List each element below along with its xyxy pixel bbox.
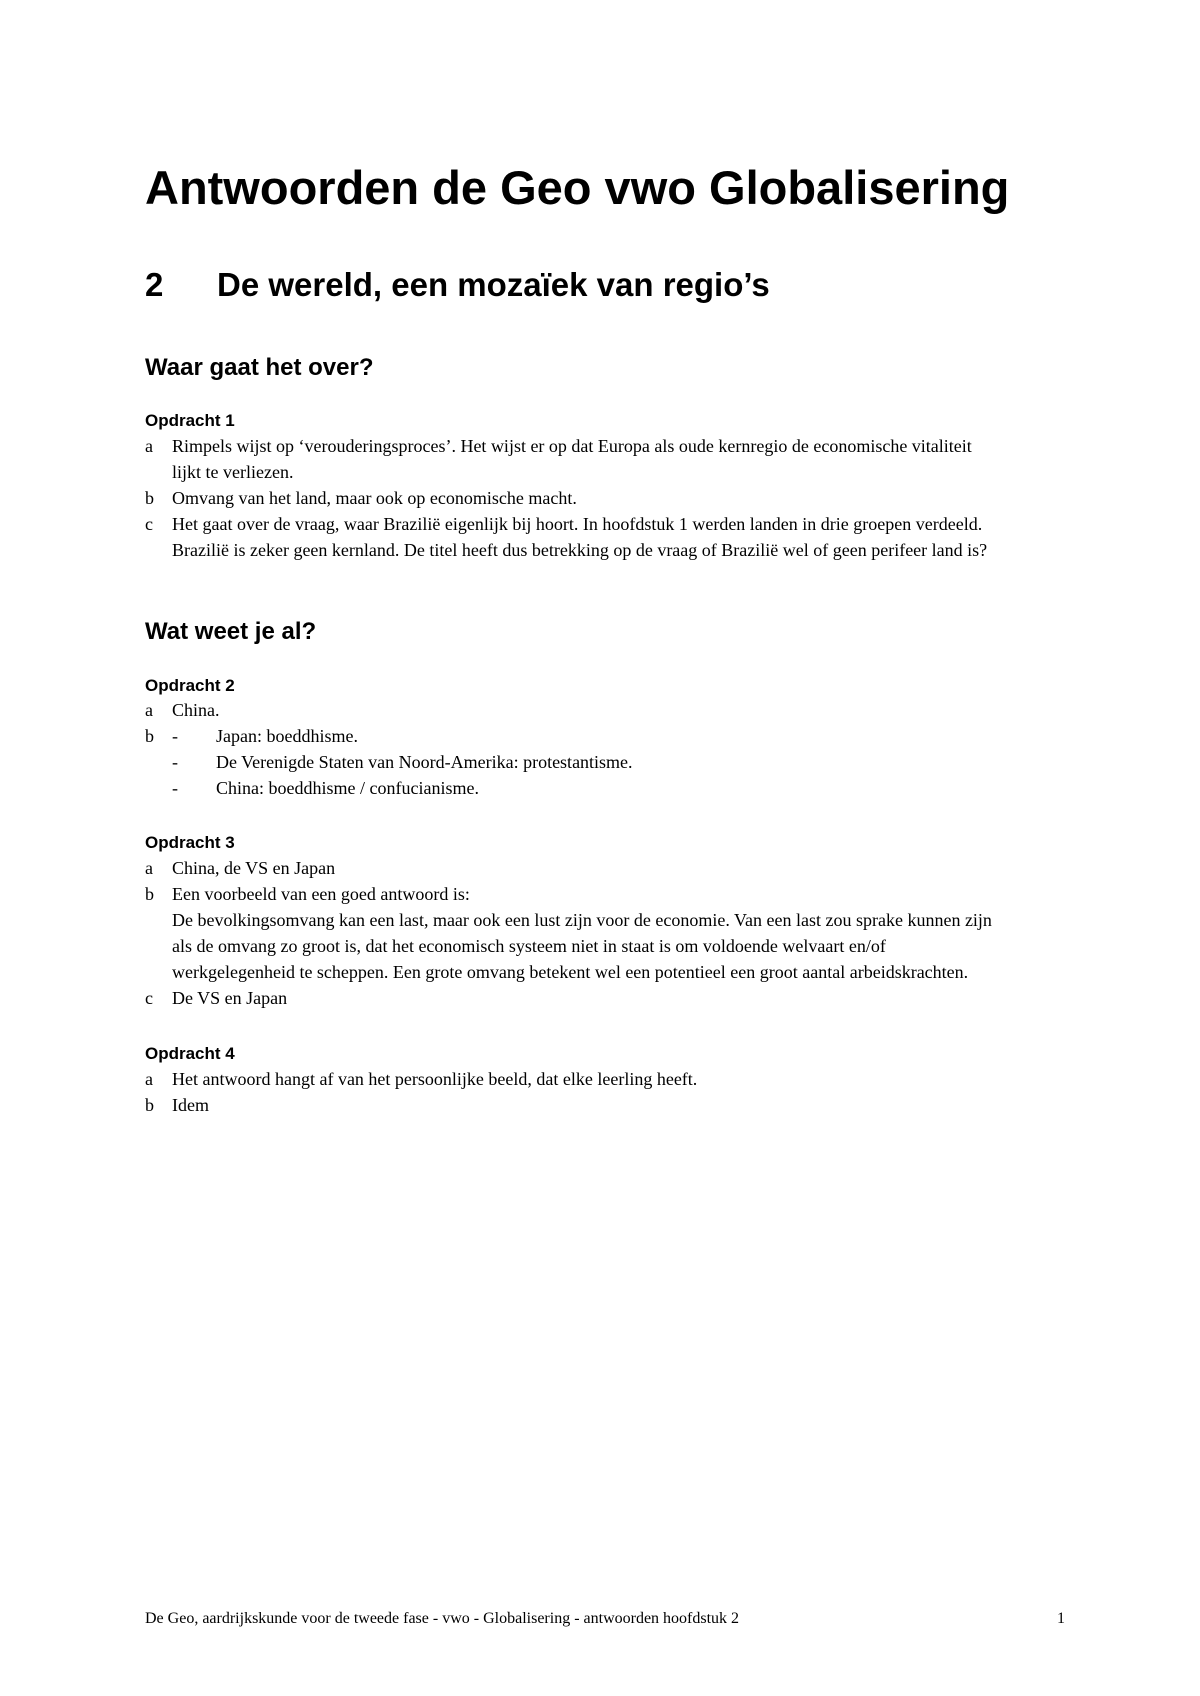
answer-text: Idem <box>172 1095 209 1115</box>
item-letter: b <box>145 884 154 904</box>
opdracht-label: Opdracht 2 <box>145 676 235 695</box>
answer-text: China, de VS en Japan <box>172 858 336 878</box>
answer-text: De Verenigde Staten van Noord-Amerika: protestantisme. <box>216 752 633 772</box>
answer-text: als de omvang zo groot is, dat het economisch systeem niet in staat is om voldoende welvaart en/of <box>172 936 886 956</box>
list-dash: - <box>172 752 178 772</box>
list-dash: - <box>172 726 178 746</box>
opdracht-label: Opdracht 1 <box>145 411 235 430</box>
item-letter: c <box>145 514 153 534</box>
answer-text: Japan: boeddhisme. <box>216 726 358 746</box>
answer-text: lijkt te verliezen. <box>172 462 294 482</box>
item-letter: a <box>145 858 153 878</box>
answer-text: Het gaat over de vraag, waar Brazilië eigenlijk bij hoort. In hoofdstuk 1 werden landen in drie groepen verdeeld. <box>172 514 983 534</box>
answer-text: De VS en Japan <box>172 988 288 1008</box>
item-letter: a <box>145 436 153 456</box>
answer-text: Rimpels wijst op ‘verouderingsproces’. Het wijst er op dat Europa als oude kernregio de economische vitaliteit <box>172 436 972 456</box>
answer-text: Brazilië is zeker geen kernland. De titel heeft dus betrekking op de vraag of Brazilië wel of geen perifeer land is? <box>172 540 988 560</box>
list-dash: - <box>172 778 178 798</box>
item-letter: a <box>145 1069 153 1089</box>
chapter-number: 2 <box>145 266 164 303</box>
footer-text: De Geo, aardrijkskunde voor de tweede fase - vwo - Globalisering - antwoorden hoofdstuk 2 <box>145 1610 740 1627</box>
answer-text: Een voorbeeld van een goed antwoord is: <box>172 884 470 904</box>
answer-text: Omvang van het land, maar ook op economische macht. <box>172 488 577 508</box>
document-title: Antwoorden de Geo vwo Globalisering <box>145 161 1010 214</box>
item-letter: b <box>145 1095 154 1115</box>
item-letter: b <box>145 726 154 746</box>
chapter-title: De wereld, een mozaïek van regio’s <box>217 266 770 303</box>
answer-text: De bevolkingsomvang kan een last, maar ook een lust zijn voor de economie. Van een last zou sprake kunnen zijn <box>172 910 992 930</box>
answer-text: China. <box>172 700 220 720</box>
item-letter: a <box>145 700 153 720</box>
answer-text: werkgelegenheid te scheppen. Een grote omvang betekent wel een potentieel een groot aantal arbeidskrachten. <box>172 962 969 982</box>
section-heading: Waar gaat het over? <box>145 354 374 381</box>
item-letter: c <box>145 988 153 1008</box>
section-heading: Wat weet je al? <box>145 618 317 645</box>
opdracht-label: Opdracht 3 <box>145 833 235 852</box>
opdracht-label: Opdracht 4 <box>145 1044 235 1063</box>
page-number: 1 <box>1057 1610 1065 1627</box>
item-letter: b <box>145 488 154 508</box>
answer-text: China: boeddhisme / confucianisme. <box>216 778 479 798</box>
answer-text: Het antwoord hangt af van het persoonlijke beeld, dat elke leerling heeft. <box>172 1069 698 1089</box>
